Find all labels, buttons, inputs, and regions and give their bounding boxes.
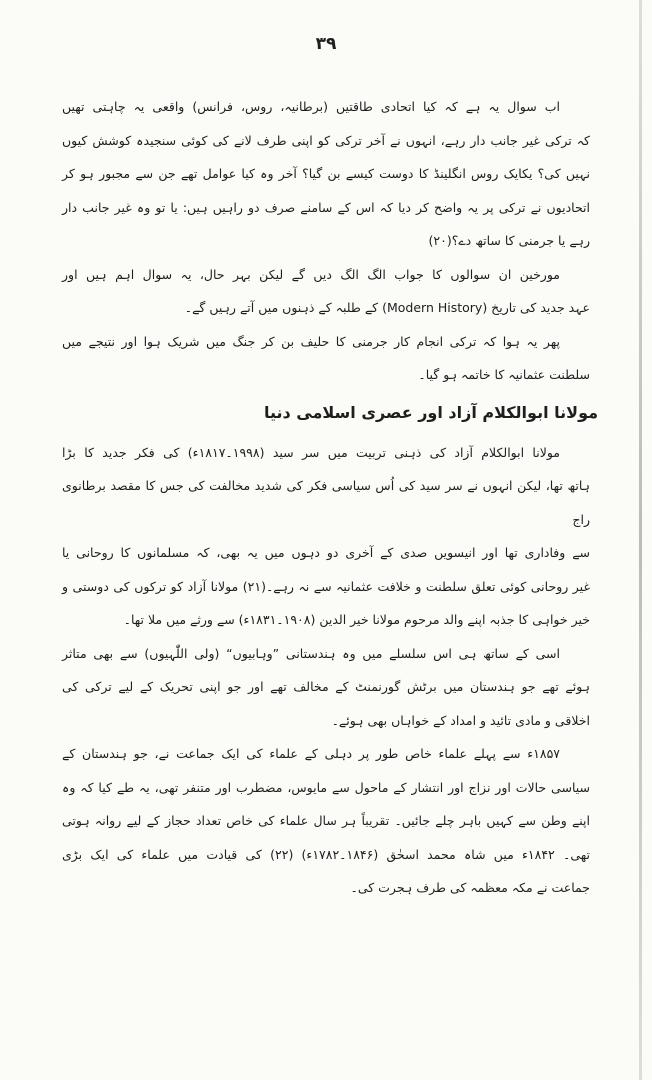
text-line: جماعت نے مکہ معظمہ کی طرف ہجرت کی۔ <box>350 880 590 895</box>
text-line: سے وفاداری تھا اور انیسویں صدی کے آخری دو دہوں میں یہ بھی، کہ مسلمانوں کا روحانی یا <box>62 545 590 560</box>
body-text-bottom <box>62 436 590 905</box>
text-line: مورخین ان سوالوں کا جواب الگ الگ دیں گے لیکن بہر حال، یہ سوال اہم ہیں اور <box>62 266 560 282</box>
text-line: خیر خواہی کا جذبہ اپنے والد مرحوم مولانا خیر الدین (۱۹۰۸۔۱۸۳۱ء) سے ورثے میں ملا تھا۔ <box>123 612 590 627</box>
body-text-top <box>62 90 590 392</box>
text-line: مولانا ابوالکلام آزاد کی ذہنی تربیت میں سر سید (۱۹۹۸۔۱۸۱۷ء) کی فکر جدید کا بڑا <box>62 444 560 460</box>
text-line: اتحادیوں نے ترکی پر یہ واضح کر دیا کہ اس کے سامنے صرف دو راہیں ہیں: یا تو وہ غیر جانب دار <box>62 199 590 215</box>
text-line: سلطنت عثمانیہ کا خاتمہ ہو گیا۔ <box>418 367 590 382</box>
page-number: ۳۹ <box>315 34 337 54</box>
text-line: رہے یا جرمنی کا ساتھ دے؟(۲۰) <box>428 233 590 248</box>
text-line: پھر یہ ہوا کہ ترکی انجام کار جرمنی کا حلیف بن کر جنگ میں شریک ہوا اور نتیجے میں <box>62 333 560 349</box>
text-line: اخلاقی و مادی تائید و امداد کے خواہاں بھی ہوئے۔ <box>331 712 590 728</box>
text-line: عہد جدید کی تاریخ (Modern History) کے طلبہ کے ذہنوں میں آتے رہیں گے۔ <box>184 300 590 315</box>
text-line: اپنے وطن سے کہیں باہر چلے جائیں۔ تقریباً ہر سال علماء کی خاص تعداد حجاز کے لیے روانہ ہوتی <box>62 813 590 828</box>
text-line: ہوئے تھے جو ہندستان میں برٹش گورنمنٹ کے مخالف تھے اور جو اپنی تحریک کے لیے ترکی کی <box>62 679 590 694</box>
page-edge <box>639 0 642 1080</box>
text-line: سیاسی حالات اور نزاج اور انتشار کے ماحول سے مایوس، مضطرب اور متنفر تھی، یہ طے کیا کہ وہ <box>62 779 590 795</box>
section-heading: مولانا ابوالکلام آزاد اور عصری اسلامی دنیا <box>263 402 598 422</box>
text-line: ۱۸۵۷ء سے پہلے علماء خاص طور پر دہلی کے علماء کی ایک جماعت نے، جو ہندستان کے <box>62 746 560 761</box>
text-line: ہاتھ تھا، لیکن انہوں نے سر سید کی اُس سیاسی فکر کی شدید مخالفت کی جس کا مقصد برطانوی راج <box>62 478 590 527</box>
text-line: کہ ترکی غیر جانب دار رہے، انہوں نے آخر ترکی کو اپنی طرف لانے کی کوئی سنجیدہ کوشش کیوں <box>62 132 590 148</box>
text-line: اب سوال یہ ہے کہ کیا اتحادی طاقتیں (برطانیہ، روس، فرانس) واقعی یہ چاہتی تھیں <box>62 99 560 114</box>
text-line: نہیں کی؟ یکایک روس انگلینڈ کا دوست کیسے بن گیا؟ آخر وہ کیا عوامل تھے جن سے مجبور ہو کر <box>62 166 590 181</box>
text-line: غیر روحانی کوئی تعلق سلطنت و خلافت عثمانیہ سے نہ رہے۔(۲۱) مولانا آزاد کو ترکوں کی دوستی و <box>62 578 590 594</box>
text-line: اسی کے ساتھ ہی اس سلسلے میں وہ ہندستانی ”وہابیوں“ (ولی اللّٰہیوں) سے بھی متاثر <box>62 645 560 661</box>
text-line: تھی۔ ۱۸۴۲ء میں شاہ محمد اسحٰق (۱۸۴۶۔۱۷۸۲ء) (۲۲) کی قیادت میں علماء کی ایک بڑی <box>62 846 590 862</box>
